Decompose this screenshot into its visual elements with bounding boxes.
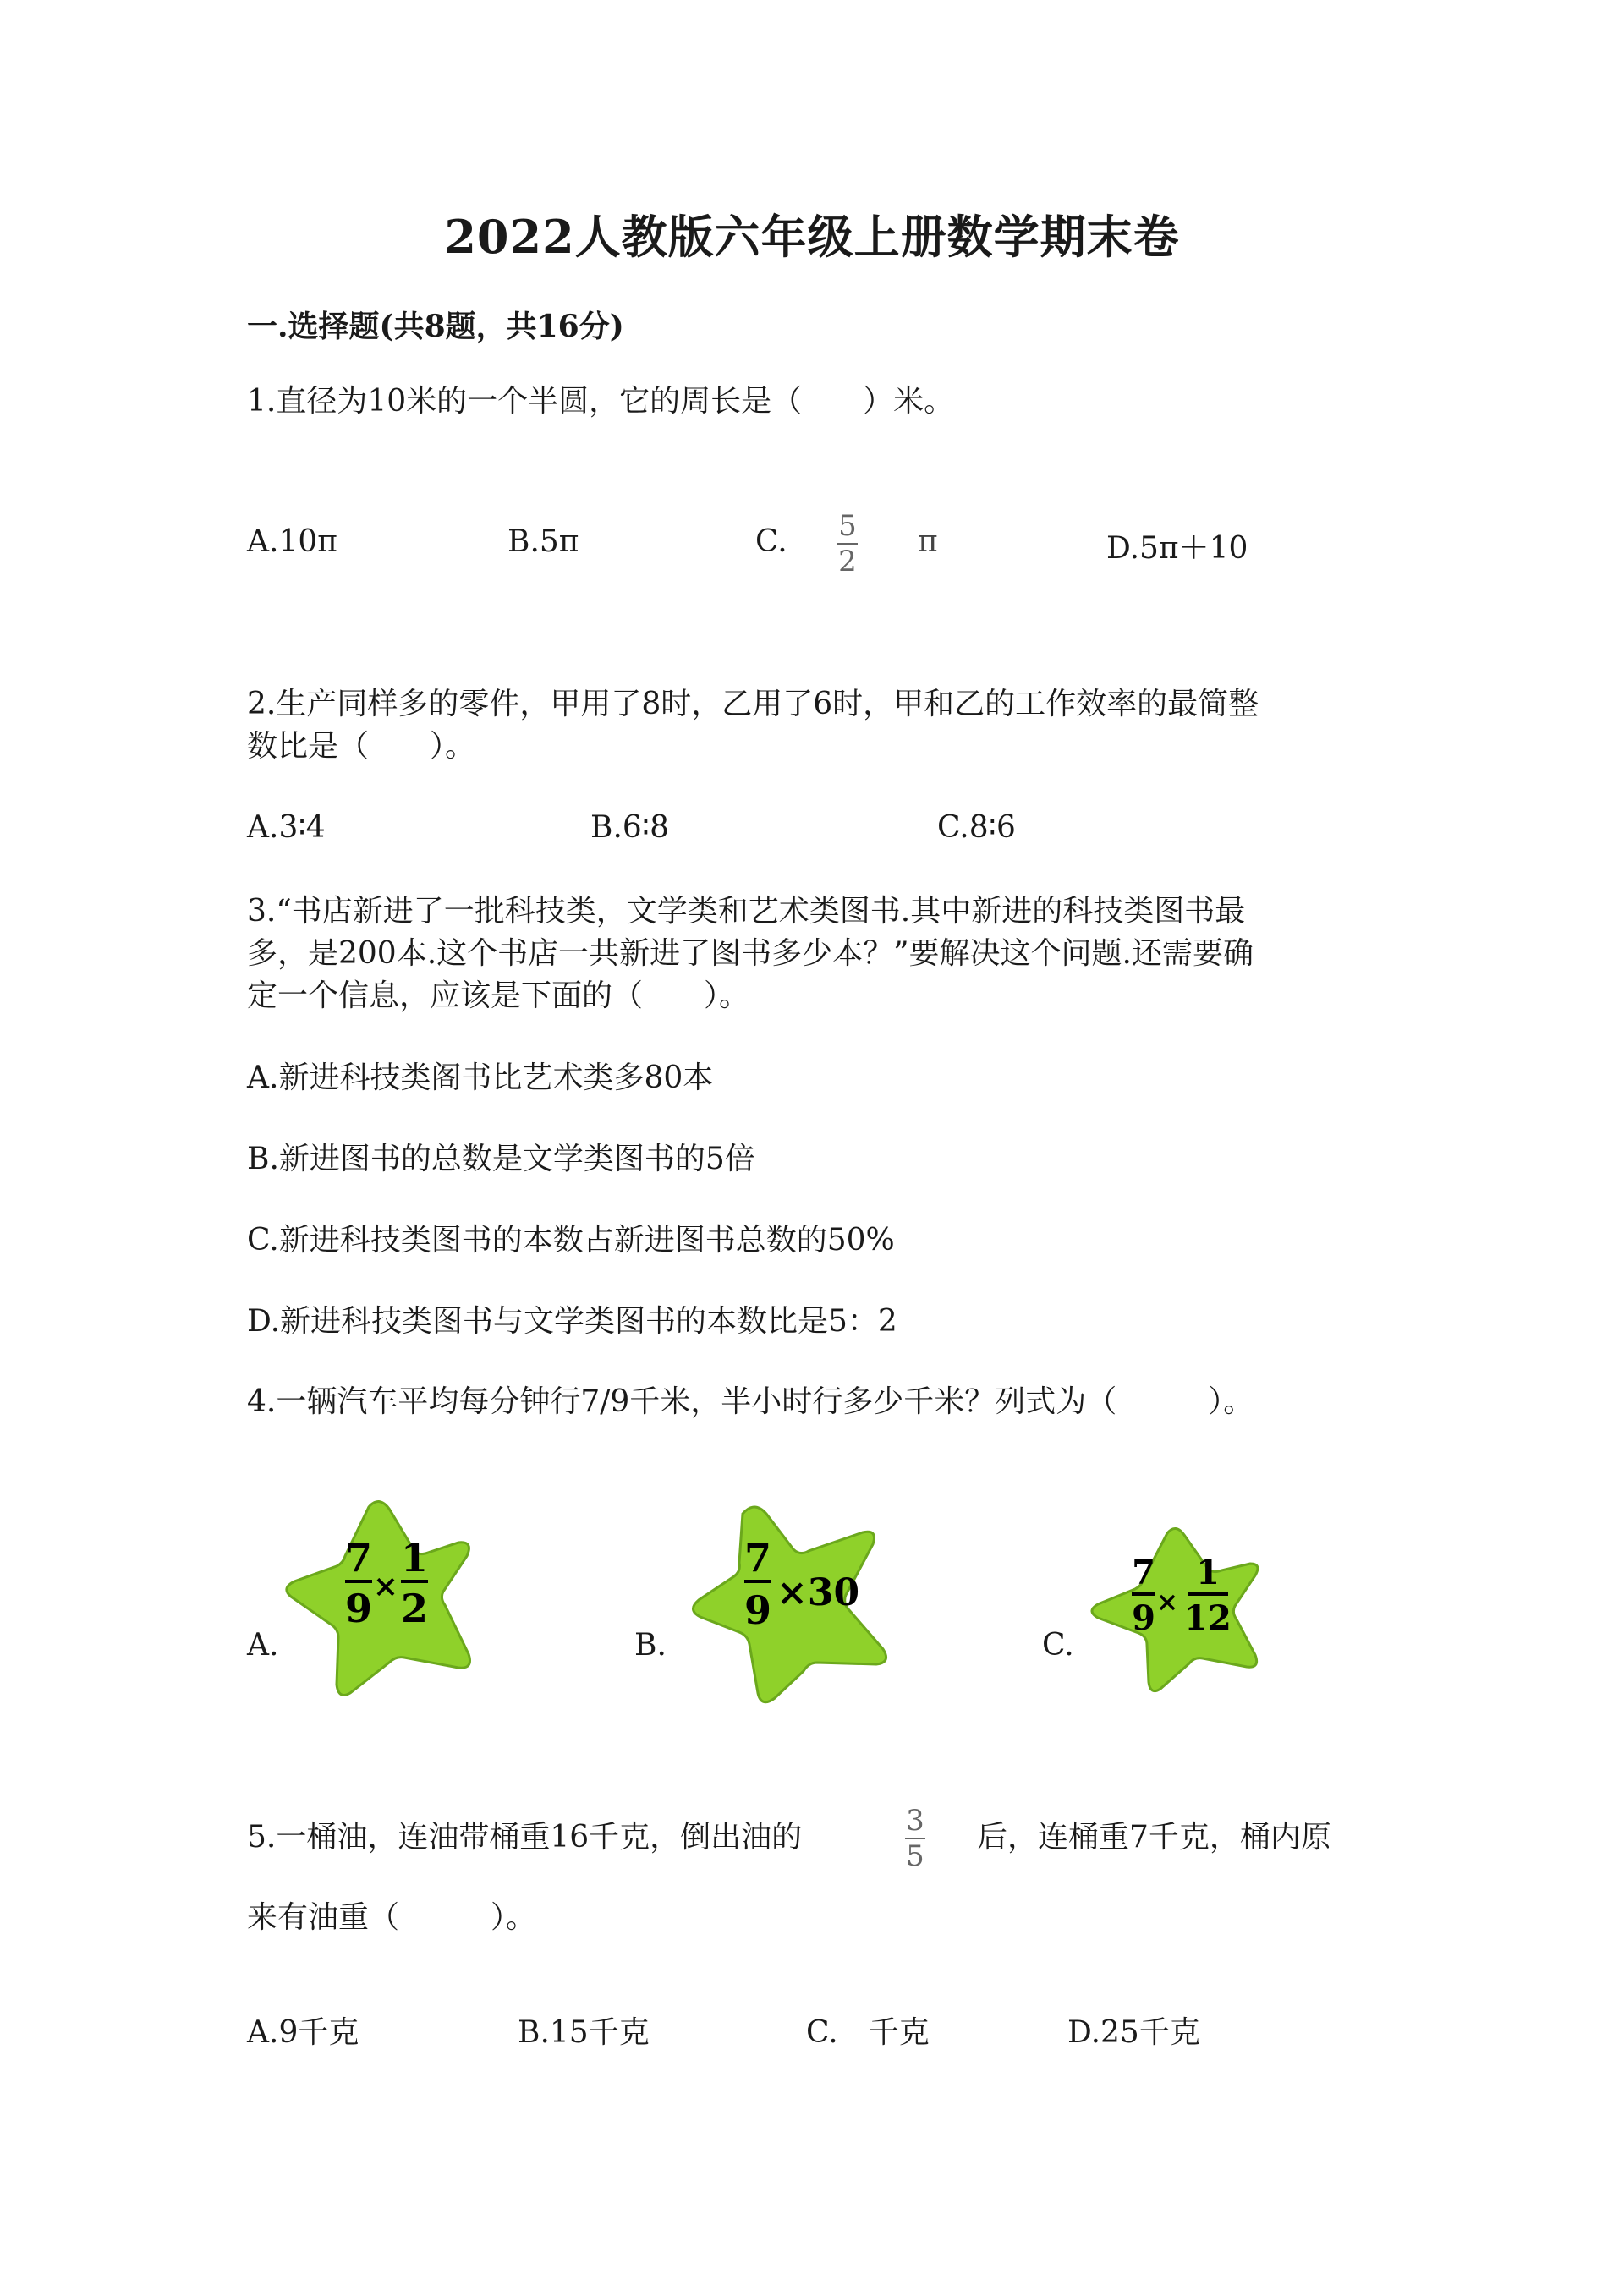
q4-option-c-star-icon [1083, 1518, 1269, 1696]
q1-option-b: B.5π [508, 524, 579, 559]
question-3-stem-line3: 定一个信息，应该是下面的（ ）。 [247, 978, 750, 1013]
star-a-num1: 7 [344, 1535, 373, 1581]
question-2-stem-line1: 2.生产同样多的零件，甲用了8时，乙用了6时，甲和乙的工作效率的最简整 [247, 687, 1259, 721]
question-4-stem: 4.一辆汽车平均每分钟行7/9千米，半小时行多少千米？列式为（ ）。 [247, 1384, 1254, 1419]
question-2-stem-line2: 数比是（ ）。 [247, 729, 476, 764]
q2-option-a: A.3∶4 [247, 810, 326, 845]
q3-option-c: C.新进科技类图书的本数占新进图书总数的50% [247, 1223, 895, 1258]
star-c-den2: 12 [1184, 1598, 1232, 1638]
q3-option-b: B.新进图书的总数是文学类图书的5倍 [247, 1142, 755, 1176]
star-c-op: × [1155, 1586, 1179, 1618]
star-c-num1: 7 [1132, 1553, 1155, 1592]
star-b-den1: 9 [743, 1587, 772, 1633]
star-a-den2: 2 [400, 1586, 429, 1631]
fraction-denominator: 2 [838, 545, 857, 578]
q5-option-a: A.9千克 [247, 2015, 359, 2050]
q4-option-b-label: B. [634, 1628, 667, 1663]
star-c-den1: 9 [1132, 1598, 1155, 1638]
q5-option-b: B.15千克 [518, 2015, 650, 2050]
q4-option-b-star-icon [683, 1495, 895, 1707]
fraction-denominator: 5 [906, 1839, 924, 1873]
star-c-num2: 1 [1196, 1553, 1220, 1592]
q3-option-d: D.新进科技类图书与文学类图书的本数比是5：2 [247, 1304, 897, 1339]
q4-option-a-star-icon [277, 1488, 480, 1700]
star-a-den1: 9 [344, 1586, 373, 1631]
q2-option-c: C.8∶6 [937, 810, 1016, 845]
star-b-num1: 7 [743, 1535, 772, 1581]
star-a-num2: 1 [400, 1535, 429, 1581]
q5-option-c: C. 千克 [806, 2015, 930, 2050]
q1-option-c-suffix: π [918, 524, 938, 559]
question-5-stem-part1: 5.一桶油，连油带桶重16千克，倒出油的 [247, 1820, 803, 1855]
fraction-numerator: 3 [906, 1804, 924, 1838]
question-3-stem-line2: 多，是200本.这个书店一共新进了图书多少本？”要解决这个问题.还需要确 [247, 936, 1254, 971]
question-5-stem-part2: 后，连桶重7千克，桶内原 [977, 1820, 1331, 1855]
q4-option-a-label: A. [247, 1628, 279, 1663]
question-5-stem-line2: 来有油重（ ）。 [247, 1900, 537, 1935]
q2-option-b: B.6∶8 [590, 810, 670, 845]
q1-option-c-prefix: C. [755, 524, 787, 559]
q1-option-a: A.10π [247, 524, 337, 559]
star-a-op: × [372, 1569, 399, 1604]
q5-option-d: D.25千克 [1067, 2015, 1200, 2050]
section-heading-choice: 一.选择题(共8题，共16分) [247, 309, 624, 344]
q1-option-d: D.5π＋10 [1106, 531, 1248, 566]
q5-fraction [905, 1806, 925, 1871]
question-3-stem-line1: 3.“书店新进了一批科技类，文学类和艺术类图书.其中新进的科技类图书最 [247, 894, 1246, 929]
question-1-stem: 1.直径为10米的一个半圆，它的周长是（ ）米。 [247, 384, 955, 419]
page-title: 2022人教版六年级上册数学期末卷 [444, 210, 1180, 264]
q3-option-a: A.新进科技类阁书比艺术类多80本 [247, 1060, 714, 1095]
q4-option-c-label: C. [1042, 1628, 1074, 1663]
fraction-numerator: 5 [838, 509, 857, 543]
q1-option-c-fraction [837, 509, 858, 578]
star-b-op: ×30 [776, 1571, 860, 1614]
